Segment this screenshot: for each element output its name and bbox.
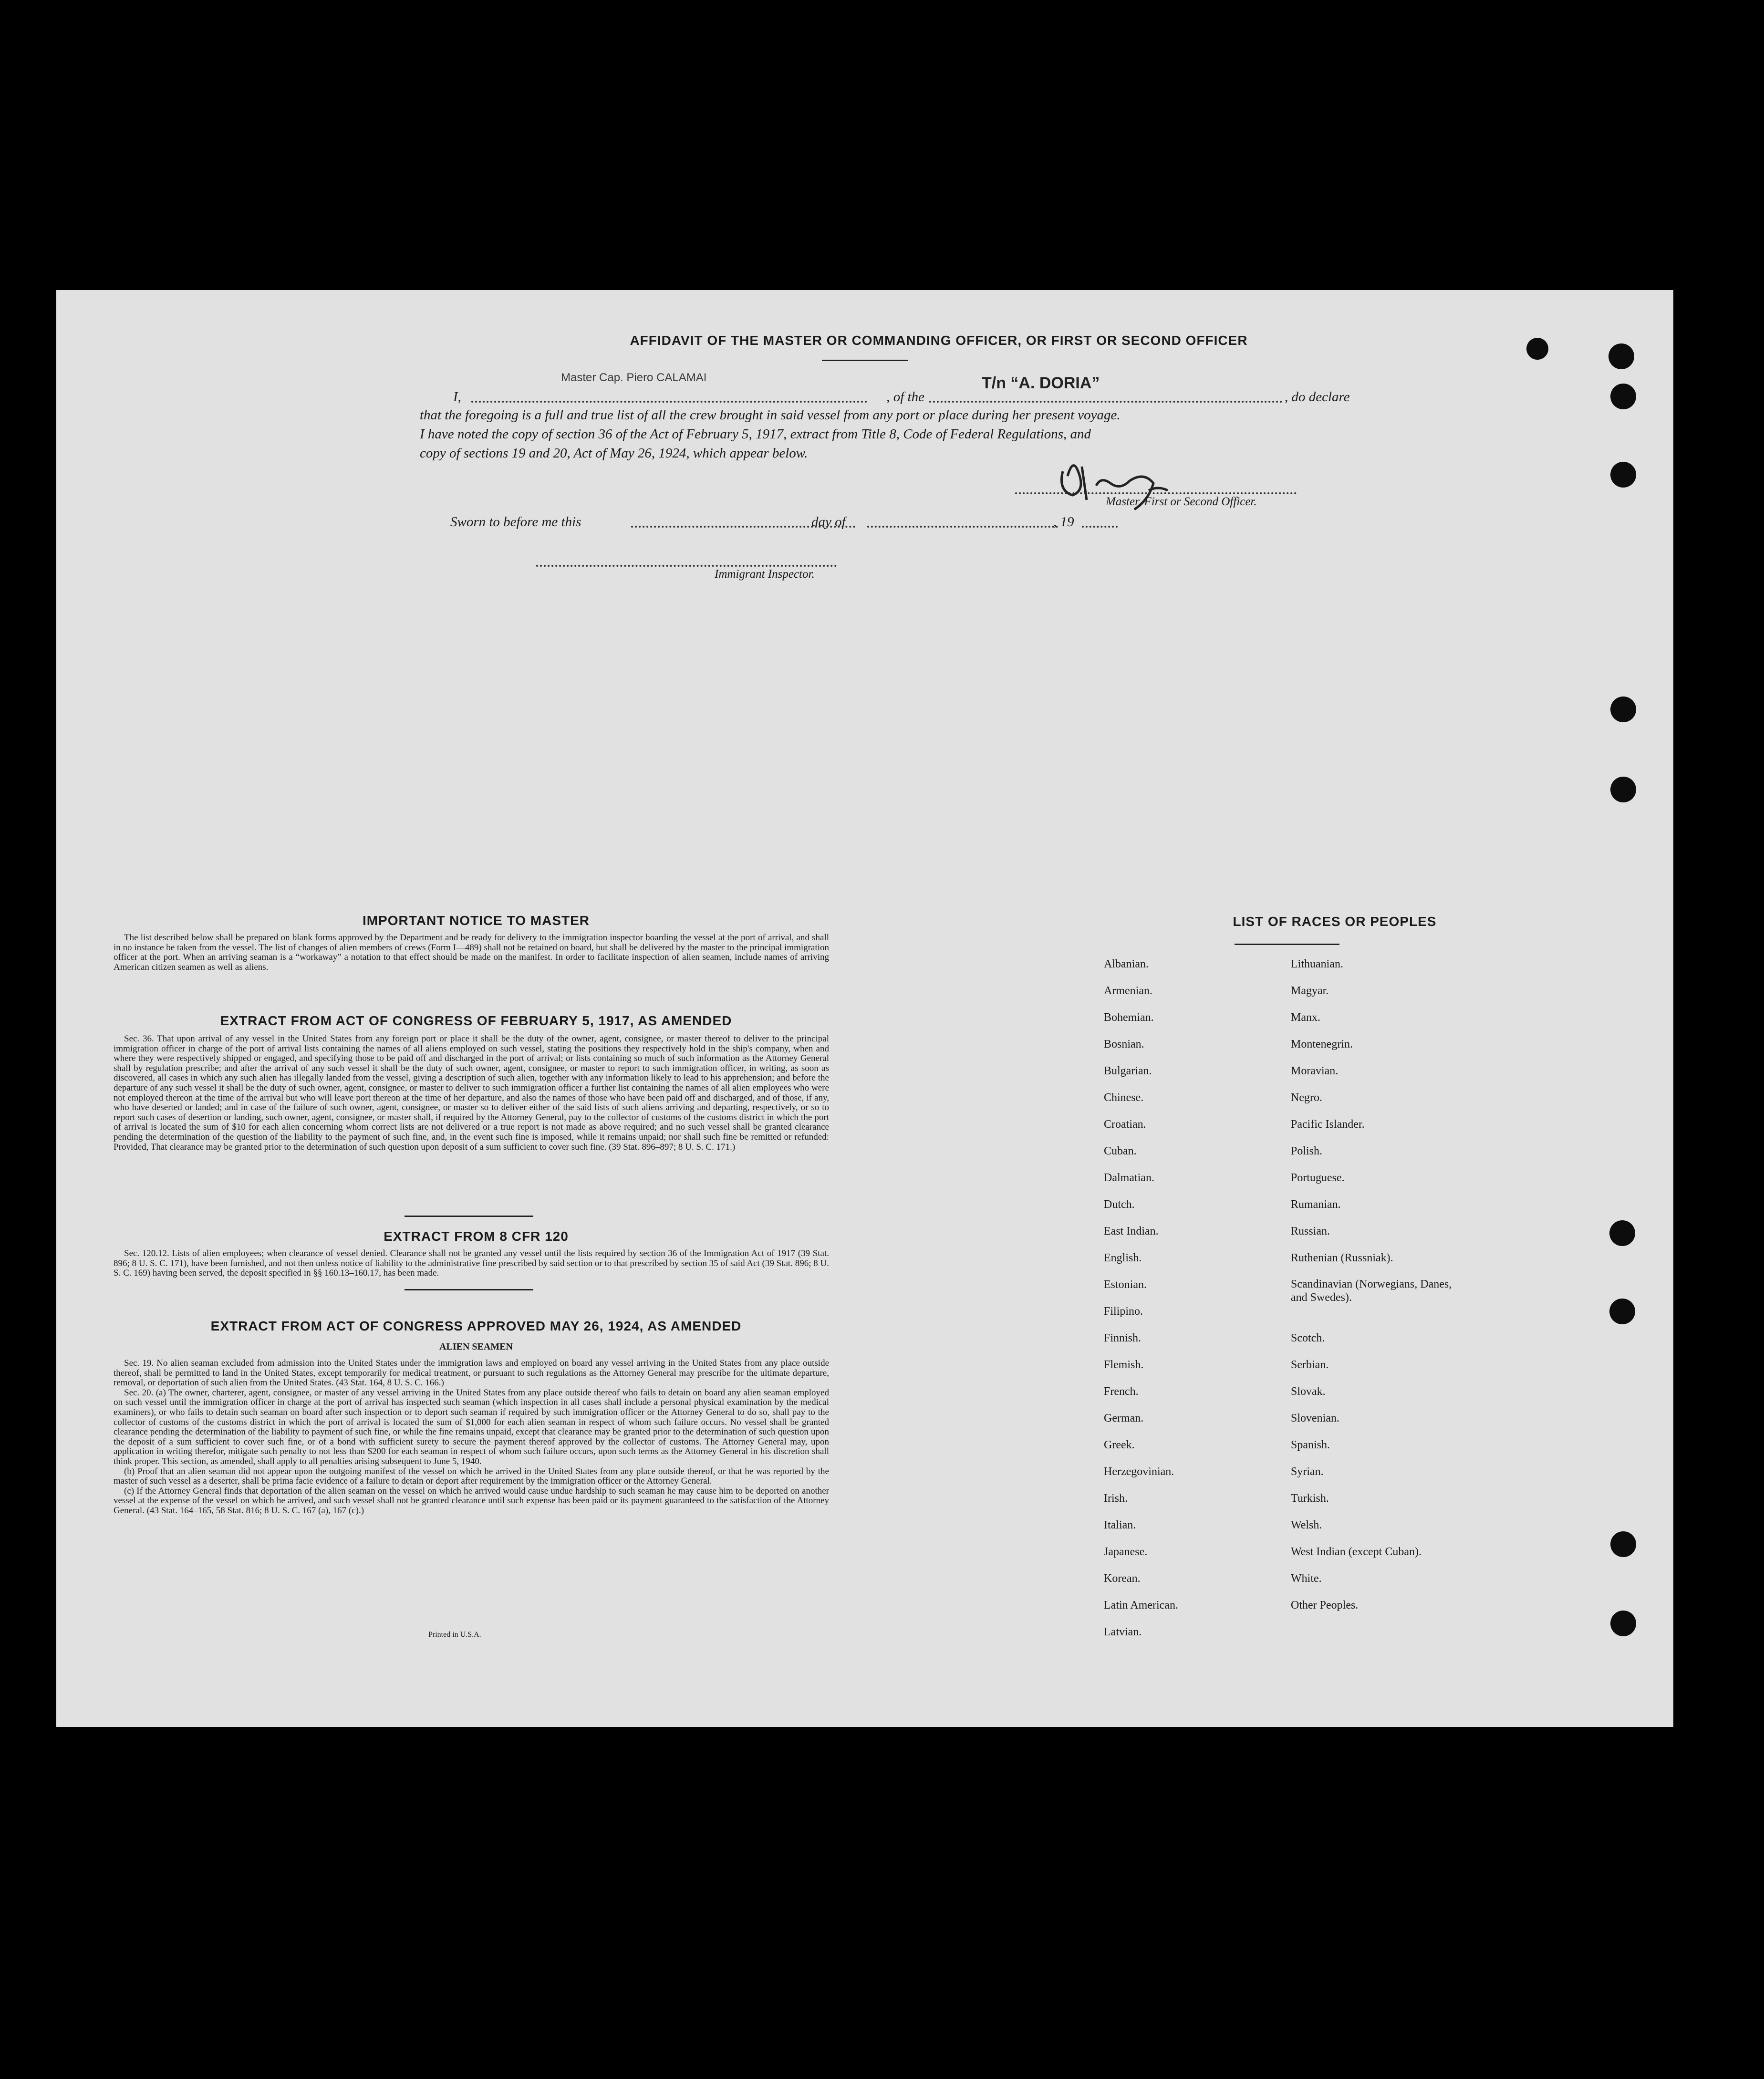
punch-hole	[1609, 1299, 1635, 1324]
race-item: Croatian.	[1104, 1118, 1146, 1131]
races-title: LIST OF RACES OR PEOPLES	[1233, 914, 1437, 929]
race-item: Scotch.	[1291, 1332, 1325, 1344]
race-item: Korean.	[1104, 1572, 1141, 1585]
sec20b-paragraph: (b) Proof that an alien seaman did not appear upon the outgoing manifest of the vessel on which he arrived in the United States from any place outside thereof, or that he was reported by the master of such vessel as a deserter, shall be prima facie evidence of a failure to detain or deport after requirement by the immigration officer or the Attorney General.	[114, 1466, 829, 1486]
race-item: Montenegrin.	[1291, 1038, 1353, 1050]
race-item: Finnish.	[1104, 1332, 1141, 1344]
races-left-column	[1104, 957, 1276, 1652]
race-item: German.	[1104, 1412, 1144, 1424]
affidavit-i: I,	[453, 389, 461, 405]
race-item: White.	[1291, 1572, 1322, 1585]
race-item: Armenian.	[1104, 985, 1152, 997]
sworn-day-of: day of	[811, 514, 846, 530]
race-item: Cuban.	[1104, 1145, 1137, 1157]
race-item: Filipino.	[1104, 1305, 1143, 1318]
race-item: Bosnian.	[1104, 1038, 1144, 1050]
race-item: Syrian.	[1291, 1466, 1324, 1478]
race-item: Herzegovinian.	[1104, 1466, 1174, 1478]
race-item: Spanish.	[1291, 1439, 1330, 1451]
punch-hole	[1610, 777, 1636, 802]
race-item: Negro.	[1291, 1091, 1322, 1104]
extract-1924-text	[114, 1359, 829, 1516]
master-stamp: Master Cap. Piero CALAMAI	[561, 371, 707, 384]
inspector-label: Immigrant Inspector.	[715, 568, 815, 581]
races-right-column	[1291, 957, 1491, 1625]
extract-1924-title: EXTRACT FROM ACT OF CONGRESS APPROVED MAY 26, 1924, AS AMENDED	[210, 1319, 742, 1333]
race-item: Japanese.	[1104, 1546, 1148, 1558]
punch-hole	[1610, 1531, 1636, 1557]
extract-1917-title: EXTRACT FROM ACT OF CONGRESS OF FEBRUARY 5, 1917, AS AMENDED	[220, 1013, 732, 1028]
printed-in-usa: Printed in U.S.A.	[428, 1631, 481, 1639]
race-item: Bulgarian.	[1104, 1065, 1152, 1077]
race-item: Irish.	[1104, 1492, 1128, 1505]
race-item: Latvian.	[1104, 1626, 1142, 1638]
punch-hole	[1608, 343, 1634, 369]
form-page	[56, 290, 1673, 1727]
vessel-name-line	[929, 401, 1282, 403]
extract-cfr-text	[114, 1249, 829, 1279]
extract-cfr-title: EXTRACT FROM 8 CFR 120	[384, 1229, 569, 1244]
race-item: Serbian.	[1291, 1359, 1329, 1371]
race-item: Turkish.	[1291, 1492, 1329, 1505]
sec20c-paragraph: (c) If the Attorney General finds that deportation of the alien seaman on the vessel on which he arrived would cause undue hardship to such seaman he may cause him to be deported on another vessel at the expense of the vessel on which he arrived, and such vessel shall not be granted clearance until such expense has been paid or its payment guaranteed to the satisfaction of the Attorney General. (43 Stat. 164–165, 58 Stat. 816; 8 U. S. C. 167 (a), 167 (c).)	[114, 1486, 829, 1516]
race-item: Dalmatian.	[1104, 1172, 1154, 1184]
race-item: Slovak.	[1291, 1385, 1326, 1398]
punch-hole	[1610, 1611, 1636, 1636]
race-item: Pacific Islander.	[1291, 1118, 1365, 1131]
punch-hole	[1610, 462, 1636, 488]
race-item: Polish.	[1291, 1145, 1323, 1157]
affidavit-line3: I have noted the copy of section 36 of the Act of February 5, 1917, extract from Title 8, Code of Federal Regulations, and	[420, 426, 1091, 442]
notice-text	[114, 933, 829, 972]
sec36-paragraph: Sec. 36. That upon arrival of any vessel in the United States from any foreign port or place it shall be the duty of the owner, agent, consignee, or master thereof to deliver to the principal immigration officer in charge of the port of arrival lists containing the names of all aliens employed on such vessel, stating the positions they respectively hold in the ship's company, when and where they were respectively shipped or engaged, and specifying those to be paid off and discharged in the port of arrival; or lists containing so much of such information as the Attorney General shall by regulation prescribe; and after the arrival of any such vessel it shall be the duty of such owner, agent, consignee, or master to report to such immigration officer, in writing, as soon as discovered, all cases in which any such alien has illegally landed from the vessel, giving a description of such alien, together with any information likely to lead to his apprehension; and before the departure of any such vessel it shall be the duty of such owner, agent, consignee, or master to deliver to such immigration officer a further list containing the names of all alien employees who were not employed thereon at the time of the arrival but who will leave port thereon at the time of her departure, and also the names of those who have been paid off and discharged, and of those, if any, who have deserted or landed; and in case of the failure of such owner, agent, consignee, or master so to deliver either of the said lists of such aliens arriving and departing, respectively, or so to report such cases of desertion or landing, such owner, agent, consignee, or master shall, if required by the Attorney General, pay to the collector of customs of the customs district in which the port of arrival is located the sum of $10 for each alien concerning whom correct lists are not delivered or a true report is not made as above required; and no such vessel shall be granted clearance pending the determination of the question of the liability to the payment of such fine, and, in the event such fine is imposed, while it remains unpaid; nor shall such fine be remitted or refunded: Provided, That clearance may be granted prior to the determination of such question upon deposit of a sum sufficient to cover such fine. (39 Stat. 896–897; 8 U. S. C. 171.)	[114, 1034, 829, 1152]
inspector-line	[536, 565, 837, 567]
race-item: Ruthenian (Russniak).	[1291, 1252, 1393, 1264]
master-name-line	[471, 401, 867, 403]
races-title-rule	[1235, 944, 1339, 945]
race-item: Italian.	[1104, 1519, 1136, 1531]
affidavit-title-rule	[822, 360, 908, 361]
race-item: Welsh.	[1291, 1519, 1322, 1531]
race-item: French.	[1104, 1385, 1139, 1398]
race-item: Greek.	[1104, 1439, 1135, 1451]
race-item: Rumanian.	[1291, 1198, 1341, 1211]
race-item: Estonian.	[1104, 1279, 1147, 1291]
divider-1	[405, 1216, 533, 1217]
race-item: Manx.	[1291, 1011, 1320, 1024]
race-item: Lithuanian.	[1291, 958, 1343, 970]
race-item: Flemish.	[1104, 1359, 1144, 1371]
race-item: Magyar.	[1291, 985, 1329, 997]
race-item: English.	[1104, 1252, 1142, 1264]
race-item: Bohemian.	[1104, 1011, 1154, 1024]
sworn-year-line	[1082, 526, 1118, 528]
sec20a-paragraph: Sec. 20. (a) The owner, charterer, agent, consignee, or master of any vessel arriving in the United States from any place outside thereof who fails to detain on board any alien seaman employed on such vessel until the immigration officer in charge at the port of arrival has inspected such seaman (which inspection in all cases shall include a personal physical examination by the medical examiners), or who fails to detain such seaman on board after such inspection or to deport such seaman if required by such immigration officer or the Attorney General to do so, shall pay to the collector of customs of the customs district in which the port of arrival is located the sum of $1,000 for each alien seaman in respect of whom such failure occurs. No vessel shall be granted clearance pending the determination of the liability to payment of such fine, or while the fine remains unpaid, except that clearance may be granted prior to the determination of such question upon the deposit of a sum sufficient to cover such fine, or of a bond with sufficient surety to secure the payment thereof approved by the collector of customs. The Attorney General may, upon application in writing therefor, mitigate such penalty to not less than $200 for each seaman in respect of whom such failure occurs, upon such terms as the Attorney General in his discretion shall think proper. This section, as amended, shall apply to all penalties arising subsequent to June 5, 1940.	[114, 1387, 829, 1466]
punch-hole	[1610, 384, 1636, 409]
race-item: Chinese.	[1104, 1091, 1144, 1104]
sec19-paragraph: Sec. 19. No alien seaman excluded from admission into the United States under the immigration laws and employed on board any vessel arriving in the United States from any place outside thereof, shall be permitted to land in the United States, except temporarily for medical treatment, or pursuant to such regulations as the Attorney General may prescribe for the ultimate departure, removal, or deportation of such alien from the United States. (43 Stat. 164, 8 U. S. C. 166.)	[114, 1358, 829, 1388]
race-item: Scandinavian (Norwegians, Danes, and Swedes).	[1291, 1278, 1452, 1304]
notice-title: IMPORTANT NOTICE TO MASTER	[362, 913, 590, 928]
race-item: Other Peoples.	[1291, 1599, 1359, 1611]
affidavit-of-the: , of the	[886, 389, 924, 405]
sworn-month-line	[867, 526, 1058, 528]
signature-label: Master, First or Second Officer.	[1106, 495, 1257, 508]
extract-1917-text	[114, 1034, 829, 1152]
race-item: Portuguese.	[1291, 1172, 1345, 1184]
affidavit-title: AFFIDAVIT OF THE MASTER OR COMMANDING OFFICER, OR FIRST OR SECOND OFFICER	[630, 333, 1248, 348]
race-item: Russian.	[1291, 1225, 1330, 1237]
sec120-paragraph: Sec. 120.12. Lists of alien employees; when clearance of vessel denied. Clearance shall not be granted any vessel until the lists required by section 36 of the Immigration Act of 1917 (39 Stat. 896; 8 U. S. C. 171), have been furnished, and not then unless notice of liability to the administrative fine prescribed by said section or to that prescribed by section 35 of said Act (39 Stat. 896; 8 U. S. C. 169) having been served, the deposit specified in §§ 160.13–160.17, has been made.	[114, 1248, 829, 1279]
notice-paragraph: The list described below shall be prepared on blank forms approved by the Department and be ready for delivery to the immigration inspector boarding the vessel at the port of arrival, and shall in no instance be taken from the vessel. The list of changes of alien members of crews (Form I—489) shall not be retained on board, but shall be delivered by the master to the principal immigration officer at the port. When an arriving seaman is a “workaway” a notation to that effect should be made on the manifest. In order to facilitate inspection of alien seamen, include names of arriving American citizen seamen as well as aliens.	[114, 933, 829, 972]
affidavit-declare: , do declare	[1285, 389, 1350, 405]
signature-line	[1015, 492, 1297, 494]
punch-hole	[1609, 1220, 1635, 1246]
sworn-prefix: Sworn to before me this	[450, 514, 581, 530]
race-item: Slovenian.	[1291, 1412, 1339, 1424]
race-item: Dutch.	[1104, 1198, 1135, 1211]
race-item: Latin American.	[1104, 1599, 1178, 1611]
alien-seamen-subtitle: ALIEN SEAMEN	[439, 1341, 513, 1352]
divider-2	[405, 1289, 533, 1290]
punch-hole	[1526, 338, 1548, 360]
race-item: Albanian.	[1104, 958, 1149, 970]
race-item: West Indian (except Cuban).	[1291, 1546, 1422, 1558]
race-item: Moravian.	[1291, 1065, 1339, 1077]
sworn-year: , 19	[1053, 514, 1074, 530]
affidavit-line2: that the foregoing is a full and true list of all the crew brought in said vessel from any port or place during her present voyage.	[420, 407, 1121, 423]
vessel-name: T/n “A. DORIA”	[982, 374, 1100, 392]
race-item: East Indian.	[1104, 1225, 1159, 1237]
punch-hole	[1610, 696, 1636, 722]
affidavit-line4: copy of sections 19 and 20, Act of May 26, 1924, which appear below.	[420, 446, 808, 461]
